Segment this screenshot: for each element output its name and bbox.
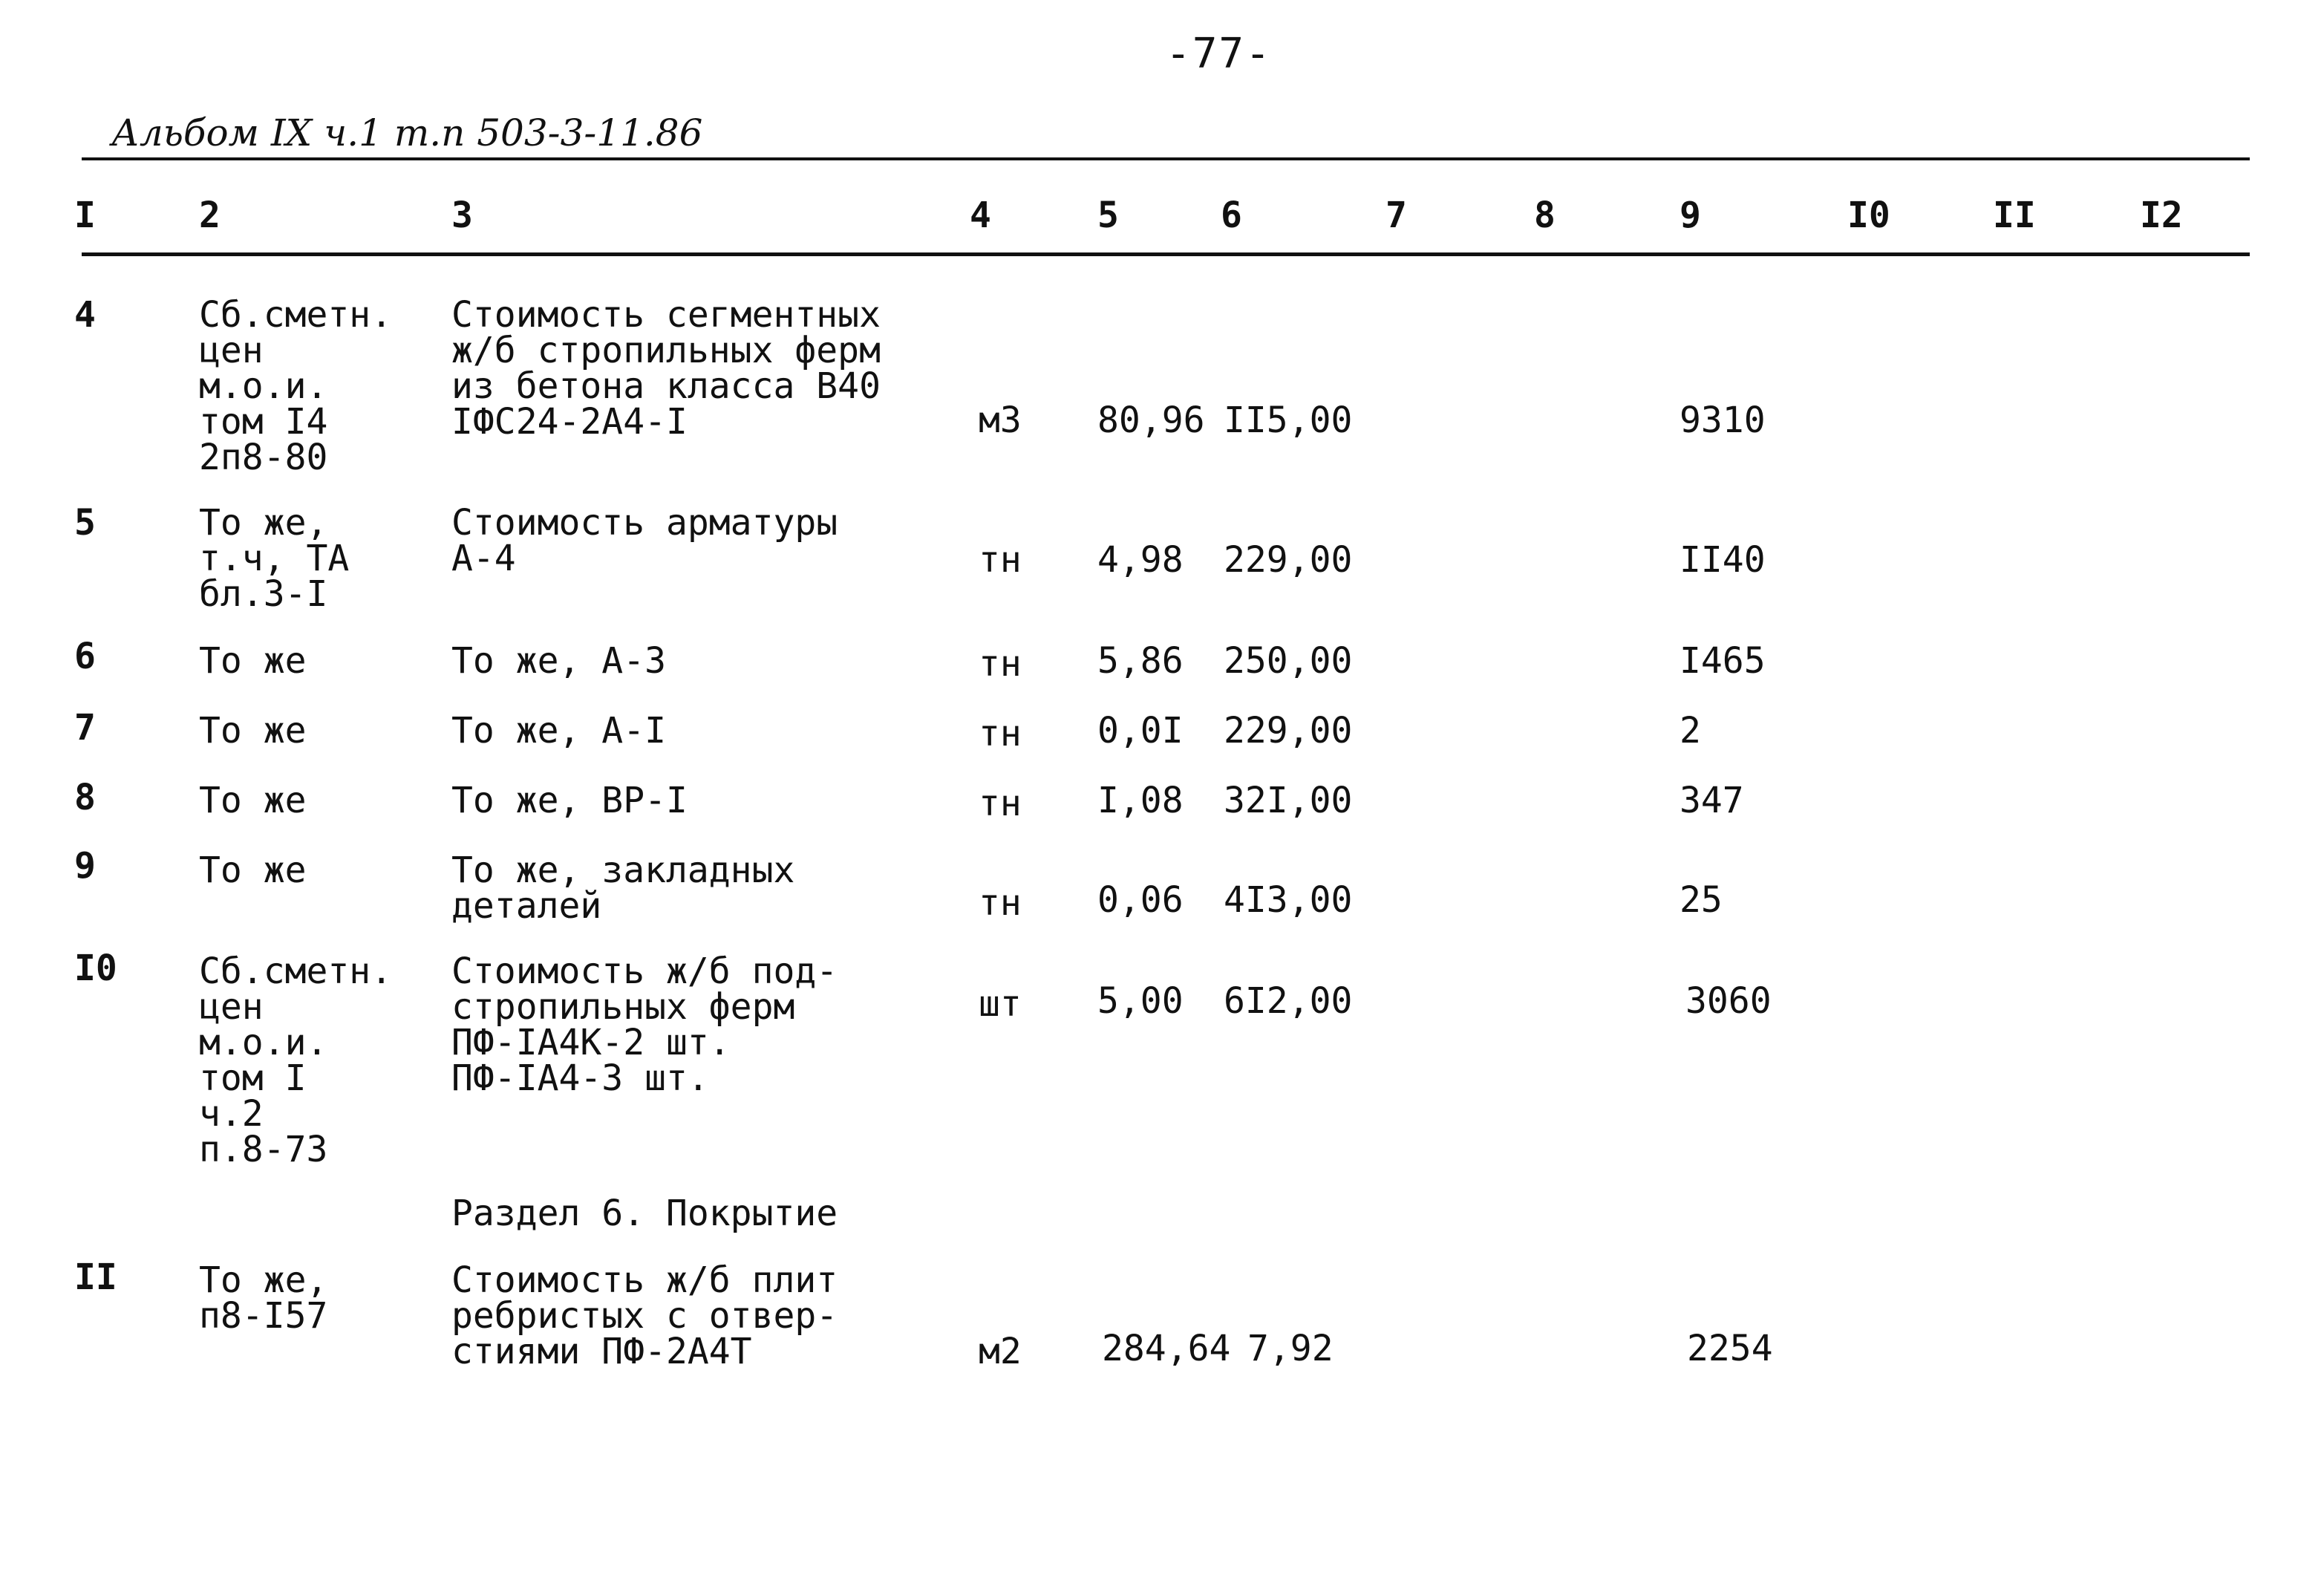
row-unit: тн — [979, 882, 1022, 924]
row-price: II5,00 — [1224, 400, 1353, 441]
row-total: 2 — [1680, 710, 1701, 751]
row-price: 229,00 — [1224, 710, 1353, 751]
row-unit: шт — [979, 983, 1022, 1025]
row-number: 8 — [74, 777, 96, 818]
row-source: То же, т.ч, ТА бл.3-I — [199, 502, 350, 615]
row-total: II40 — [1680, 539, 1766, 581]
row-source: То же — [199, 640, 307, 682]
row-number: 9 — [74, 845, 96, 887]
column-header: II — [1993, 195, 2036, 236]
row-description: Стоимость ж/б плит ребристых с отвер- стиями ПФ-2А4Т — [451, 1259, 838, 1372]
row-quantity: 0,0I — [1097, 710, 1184, 751]
row-source: То же — [199, 780, 307, 821]
column-header: 6 — [1221, 195, 1242, 236]
row-quantity: 0,06 — [1097, 879, 1184, 921]
column-header: I0 — [1847, 195, 1890, 236]
column-header: 5 — [1097, 195, 1119, 236]
row-total: 347 — [1680, 780, 1744, 821]
row-description: То же, А-3 — [451, 640, 666, 682]
row-description: То же, А-I — [451, 710, 666, 751]
column-header: 4 — [970, 195, 991, 236]
column-header: 9 — [1680, 195, 1701, 236]
row-number: I0 — [74, 948, 117, 989]
row-number: 5 — [74, 502, 96, 544]
row-description: Стоимость сегментных ж/б стропильных ферм из бетона класса В40 IФС24-2А4-I — [451, 294, 881, 443]
row-quantity: 5,86 — [1097, 640, 1184, 682]
row-unit: тн — [979, 643, 1022, 685]
row-price: 229,00 — [1224, 539, 1353, 581]
column-header: 2 — [199, 195, 221, 236]
row-source: То же — [199, 850, 307, 891]
row-total: I465 — [1680, 640, 1766, 682]
row-number: 7 — [74, 707, 96, 749]
row-quantity: 4,98 — [1097, 539, 1184, 581]
column-header: 3 — [451, 195, 473, 236]
row-unit: м3 — [979, 400, 1022, 441]
header-rule-bottom — [82, 252, 2250, 256]
section-heading: Раздел 6. Покрытие — [451, 1193, 838, 1234]
row-description: Стоимость арматуры А-4 — [451, 502, 838, 579]
row-total: 2254 — [1687, 1328, 1773, 1369]
header-rule-top — [82, 157, 2250, 160]
page-number: -77- — [1166, 30, 1272, 78]
row-unit: тн — [979, 539, 1022, 581]
row-quantity: 284,64 — [1102, 1328, 1231, 1369]
album-handwritten-note: Альбом IX ч.1 т.п 503-3-11.86 — [111, 111, 703, 154]
row-price: 250,00 — [1224, 640, 1353, 682]
row-source: Сб.сметн. цен м.о.и. том I ч.2 п.8-73 — [199, 951, 393, 1170]
row-source: Сб.сметн. цен м.о.и. том I4 2п8-80 — [199, 294, 393, 478]
row-total: 3060 — [1685, 980, 1772, 1022]
row-total: 9310 — [1680, 400, 1766, 441]
row-price: 4I3,00 — [1224, 879, 1353, 921]
row-price: 7,92 — [1247, 1328, 1334, 1369]
row-unit: м2 — [979, 1331, 1022, 1372]
row-number: 4 — [74, 294, 96, 336]
row-quantity: 80,96 — [1097, 400, 1205, 441]
row-price: 32I,00 — [1224, 780, 1353, 821]
column-header: 8 — [1534, 195, 1556, 236]
row-unit: тн — [979, 713, 1022, 754]
row-description: Стоимость ж/б под- стропильных ферм ПФ-IА4К-2 шт. ПФ-IА4-3 шт. — [451, 951, 838, 1099]
row-number: 6 — [74, 636, 96, 677]
row-description: То же, ВР-I — [451, 780, 688, 821]
column-header: I2 — [2140, 195, 2183, 236]
column-header: I — [74, 195, 96, 236]
row-total: 25 — [1680, 879, 1723, 921]
row-description: То же, закладных деталей — [451, 850, 795, 927]
row-number: II — [74, 1256, 117, 1298]
row-quantity: 5,00 — [1097, 980, 1184, 1022]
row-source: То же — [199, 710, 307, 751]
row-quantity: I,08 — [1097, 780, 1184, 821]
row-unit: тн — [979, 783, 1022, 824]
row-price: 6I2,00 — [1224, 980, 1353, 1022]
row-source: То же, п8-I57 — [199, 1259, 328, 1337]
column-header: 7 — [1385, 195, 1407, 236]
